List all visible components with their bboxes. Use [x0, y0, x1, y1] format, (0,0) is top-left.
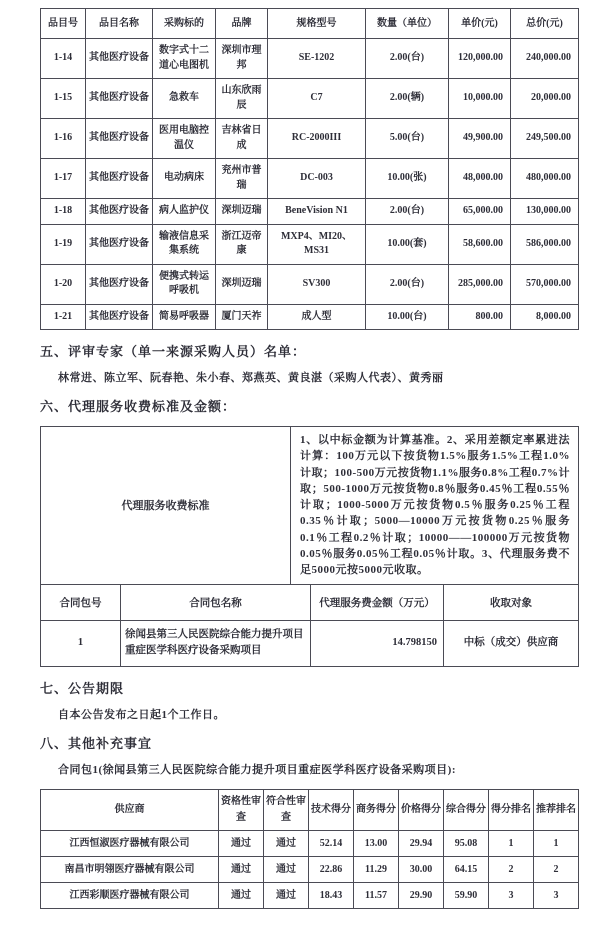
table-cell: 59.90: [444, 883, 489, 909]
table-cell: 95.08: [444, 831, 489, 857]
table-cell: 深圳迈瑞: [216, 199, 268, 225]
table-cell: 1: [534, 831, 579, 857]
table-cell: 吉林省日成: [216, 119, 268, 159]
table-cell: 2.00(台): [366, 264, 449, 304]
column-header: 符合性审查: [264, 790, 309, 831]
fee-standard-text: 1、以中标金额为计算基准。2、采用差额定率累进法计算：100万元以下按货物1.5%服务1.5%工程1.0%计取；100-500万元按货物1.1%服务0.8%工程0.7%计取；500-1000万元按货物0.8％服务0.45％工程0.55％计取；1000-5000万元按货物0.5％服务0.25％工程0.35％计取；5000—10000万元按货物0.25％服务0.1％工程0.2％计取；10000——100000万元按货物0.05％服务0.05％工程0.05％计取。3、代理服务费不足5000元按5000元收取。: [291, 427, 579, 585]
table-cell: 输液信息采集系统: [153, 224, 216, 264]
table-cell: 厦门天祚: [216, 304, 268, 330]
table-cell: BeneVision N1: [268, 199, 366, 225]
column-header: 数量（单位）: [366, 9, 449, 39]
table-cell: 14.798150: [311, 620, 444, 667]
contract-package-table: [40, 584, 579, 668]
table-cell: 52.14: [309, 831, 354, 857]
table-cell: 其他医疗设备: [86, 199, 153, 225]
table-row: [41, 883, 579, 909]
table-cell: 通过: [219, 883, 264, 909]
table-cell: 病人监护仪: [153, 199, 216, 225]
table-cell: 江西彩顺医疗器械有限公司: [41, 883, 219, 909]
table-cell: 兖州市普瑞: [216, 159, 268, 199]
table-cell: 120,000.00: [449, 39, 511, 79]
table-cell: 其他医疗设备: [86, 304, 153, 330]
table-row: [41, 159, 579, 199]
table-cell: 18.43: [309, 883, 354, 909]
column-header: 技术得分: [309, 790, 354, 831]
table-cell: 成人型: [268, 304, 366, 330]
column-header: 价格得分: [399, 790, 444, 831]
table-cell: 10,000.00: [449, 79, 511, 119]
table-cell: 10.00(台): [366, 304, 449, 330]
table-cell: 240,000.00: [511, 39, 579, 79]
table-cell: 通过: [264, 831, 309, 857]
table-header-row: [41, 790, 579, 831]
column-header: 推荐排名: [534, 790, 579, 831]
table-cell: 简易呼吸器: [153, 304, 216, 330]
column-header: 合同包号: [41, 584, 121, 620]
table-cell: 2.00(台): [366, 39, 449, 79]
column-header: 合同包名称: [121, 584, 311, 620]
table-row: [41, 264, 579, 304]
column-header: 得分排名: [489, 790, 534, 831]
section5-title: 五、评审专家（单一来源采购人员）名单：: [40, 344, 307, 359]
table-row: [41, 119, 579, 159]
table-cell: 中标（成交）供应商: [444, 620, 579, 667]
table-cell: 3: [489, 883, 534, 909]
table-cell: 249,500.00: [511, 119, 579, 159]
table-cell: 22.86: [309, 857, 354, 883]
table-cell: 江西恒淑医疗器械有限公司: [41, 831, 219, 857]
column-header: 品目号: [41, 9, 86, 39]
table-cell: 2.00(台): [366, 199, 449, 225]
table-header-row: [41, 584, 579, 620]
table-row: [41, 39, 579, 79]
table-cell: 1: [41, 620, 121, 667]
table-cell: 1-20: [41, 264, 86, 304]
column-header: 资格性审查: [219, 790, 264, 831]
fee-standard-row: [41, 427, 579, 585]
table-cell: 13.00: [354, 831, 399, 857]
table-cell: 便携式转运呼吸机: [153, 264, 216, 304]
table-cell: 586,000.00: [511, 224, 579, 264]
table-row: [41, 199, 579, 225]
expert-names: 林常进、陈立军、阮春艳、朱小春、郑燕英、黄良湛（采购人代表）、黄秀丽: [58, 372, 444, 384]
table-cell: 1-21: [41, 304, 86, 330]
table-cell: 深圳迈瑞: [216, 264, 268, 304]
table-cell: 其他医疗设备: [86, 39, 153, 79]
table-cell: 山东欣雨辰: [216, 79, 268, 119]
table-cell: 130,000.00: [511, 199, 579, 225]
table-cell: 30.00: [399, 857, 444, 883]
table-cell: 2: [489, 857, 534, 883]
table-cell: 48,000.00: [449, 159, 511, 199]
table-cell: 其他医疗设备: [86, 224, 153, 264]
column-header: 代理服务费金额（万元）: [311, 584, 444, 620]
table-cell: 20,000.00: [511, 79, 579, 119]
items-table: [40, 8, 579, 330]
table-cell: 数字式十二道心电图机: [153, 39, 216, 79]
table-cell: 浙江迈帝康: [216, 224, 268, 264]
table-cell: 电动病床: [153, 159, 216, 199]
column-header: 单价(元): [449, 9, 511, 39]
table-cell: 49,900.00: [449, 119, 511, 159]
table-cell: 8,000.00: [511, 304, 579, 330]
table-cell: 1-14: [41, 39, 86, 79]
table-cell: 10.00(套): [366, 224, 449, 264]
table-cell: 深圳市理邦: [216, 39, 268, 79]
table-cell: 58,600.00: [449, 224, 511, 264]
table-cell: 570,000.00: [511, 264, 579, 304]
table-cell: 480,000.00: [511, 159, 579, 199]
table-cell: 1: [489, 831, 534, 857]
table-cell: 10.00(张): [366, 159, 449, 199]
column-header: 规格型号: [268, 9, 366, 39]
table-cell: 通过: [264, 883, 309, 909]
table-cell: 1-17: [41, 159, 86, 199]
table-cell: 11.29: [354, 857, 399, 883]
table-cell: 其他医疗设备: [86, 119, 153, 159]
table-cell: MXP4、MI20、MS31: [268, 224, 366, 264]
table-cell: 65,000.00: [449, 199, 511, 225]
table-cell: 1-18: [41, 199, 86, 225]
table-cell: DC-003: [268, 159, 366, 199]
table-cell: 64.15: [444, 857, 489, 883]
table-row: [41, 857, 579, 883]
column-header: 品目名称: [86, 9, 153, 39]
table-row: [41, 304, 579, 330]
table-cell: 29.90: [399, 883, 444, 909]
suppliers-score-table: [40, 789, 579, 909]
table-cell: 医用电脑控温仪: [153, 119, 216, 159]
section6-title: 六、代理服务收费标准及金额：: [40, 399, 237, 414]
table-cell: 通过: [219, 857, 264, 883]
column-header: 品牌: [216, 9, 268, 39]
table-cell: 800.00: [449, 304, 511, 330]
table-cell: RC-2000III: [268, 119, 366, 159]
table-cell: 2.00(辆): [366, 79, 449, 119]
table-header-row: [41, 9, 579, 39]
table-cell: 其他医疗设备: [86, 79, 153, 119]
table-row: [41, 224, 579, 264]
table-cell: 急救车: [153, 79, 216, 119]
section8-title: 八、其他补充事宜: [40, 736, 153, 752]
column-header: 总价(元): [511, 9, 579, 39]
notice-period-text: 自本公告发布之日起1个工作日。: [58, 709, 225, 722]
table-cell: 通过: [219, 831, 264, 857]
table-cell: 1-19: [41, 224, 86, 264]
table-cell: 南昌市明翎医疗器械有限公司: [41, 857, 219, 883]
table-cell: 285,000.00: [449, 264, 511, 304]
package1-caption: 合同包1(徐闻县第三人民医院综合能力提升项目重症医学科医疗设备采购项目):: [58, 764, 456, 777]
table-cell: 1-16: [41, 119, 86, 159]
column-header: 综合得分: [444, 790, 489, 831]
table-cell: 3: [534, 883, 579, 909]
table-cell: 通过: [264, 857, 309, 883]
column-header: 商务得分: [354, 790, 399, 831]
table-row: [41, 79, 579, 119]
table-cell: 其他医疗设备: [86, 264, 153, 304]
table-cell: C7: [268, 79, 366, 119]
table-cell: SE-1202: [268, 39, 366, 79]
fee-standard-label: 代理服务收费标准: [41, 427, 291, 585]
table-cell: 2: [534, 857, 579, 883]
table-cell: 其他医疗设备: [86, 159, 153, 199]
table-row: [41, 831, 579, 857]
column-header: 供应商: [41, 790, 219, 831]
table-cell: 徐闻县第三人民医院综合能力提升项目重症医学科医疗设备采购项目: [121, 620, 311, 667]
table-cell: SV300: [268, 264, 366, 304]
column-header: 收取对象: [444, 584, 579, 620]
table-cell: 29.94: [399, 831, 444, 857]
column-header: 采购标的: [153, 9, 216, 39]
table-cell: 11.57: [354, 883, 399, 909]
table-cell: 5.00(台): [366, 119, 449, 159]
section7-title: 七、公告期限: [40, 681, 125, 697]
table-cell: 1-15: [41, 79, 86, 119]
table-row: [41, 620, 579, 667]
fee-standard-table: [40, 426, 579, 585]
